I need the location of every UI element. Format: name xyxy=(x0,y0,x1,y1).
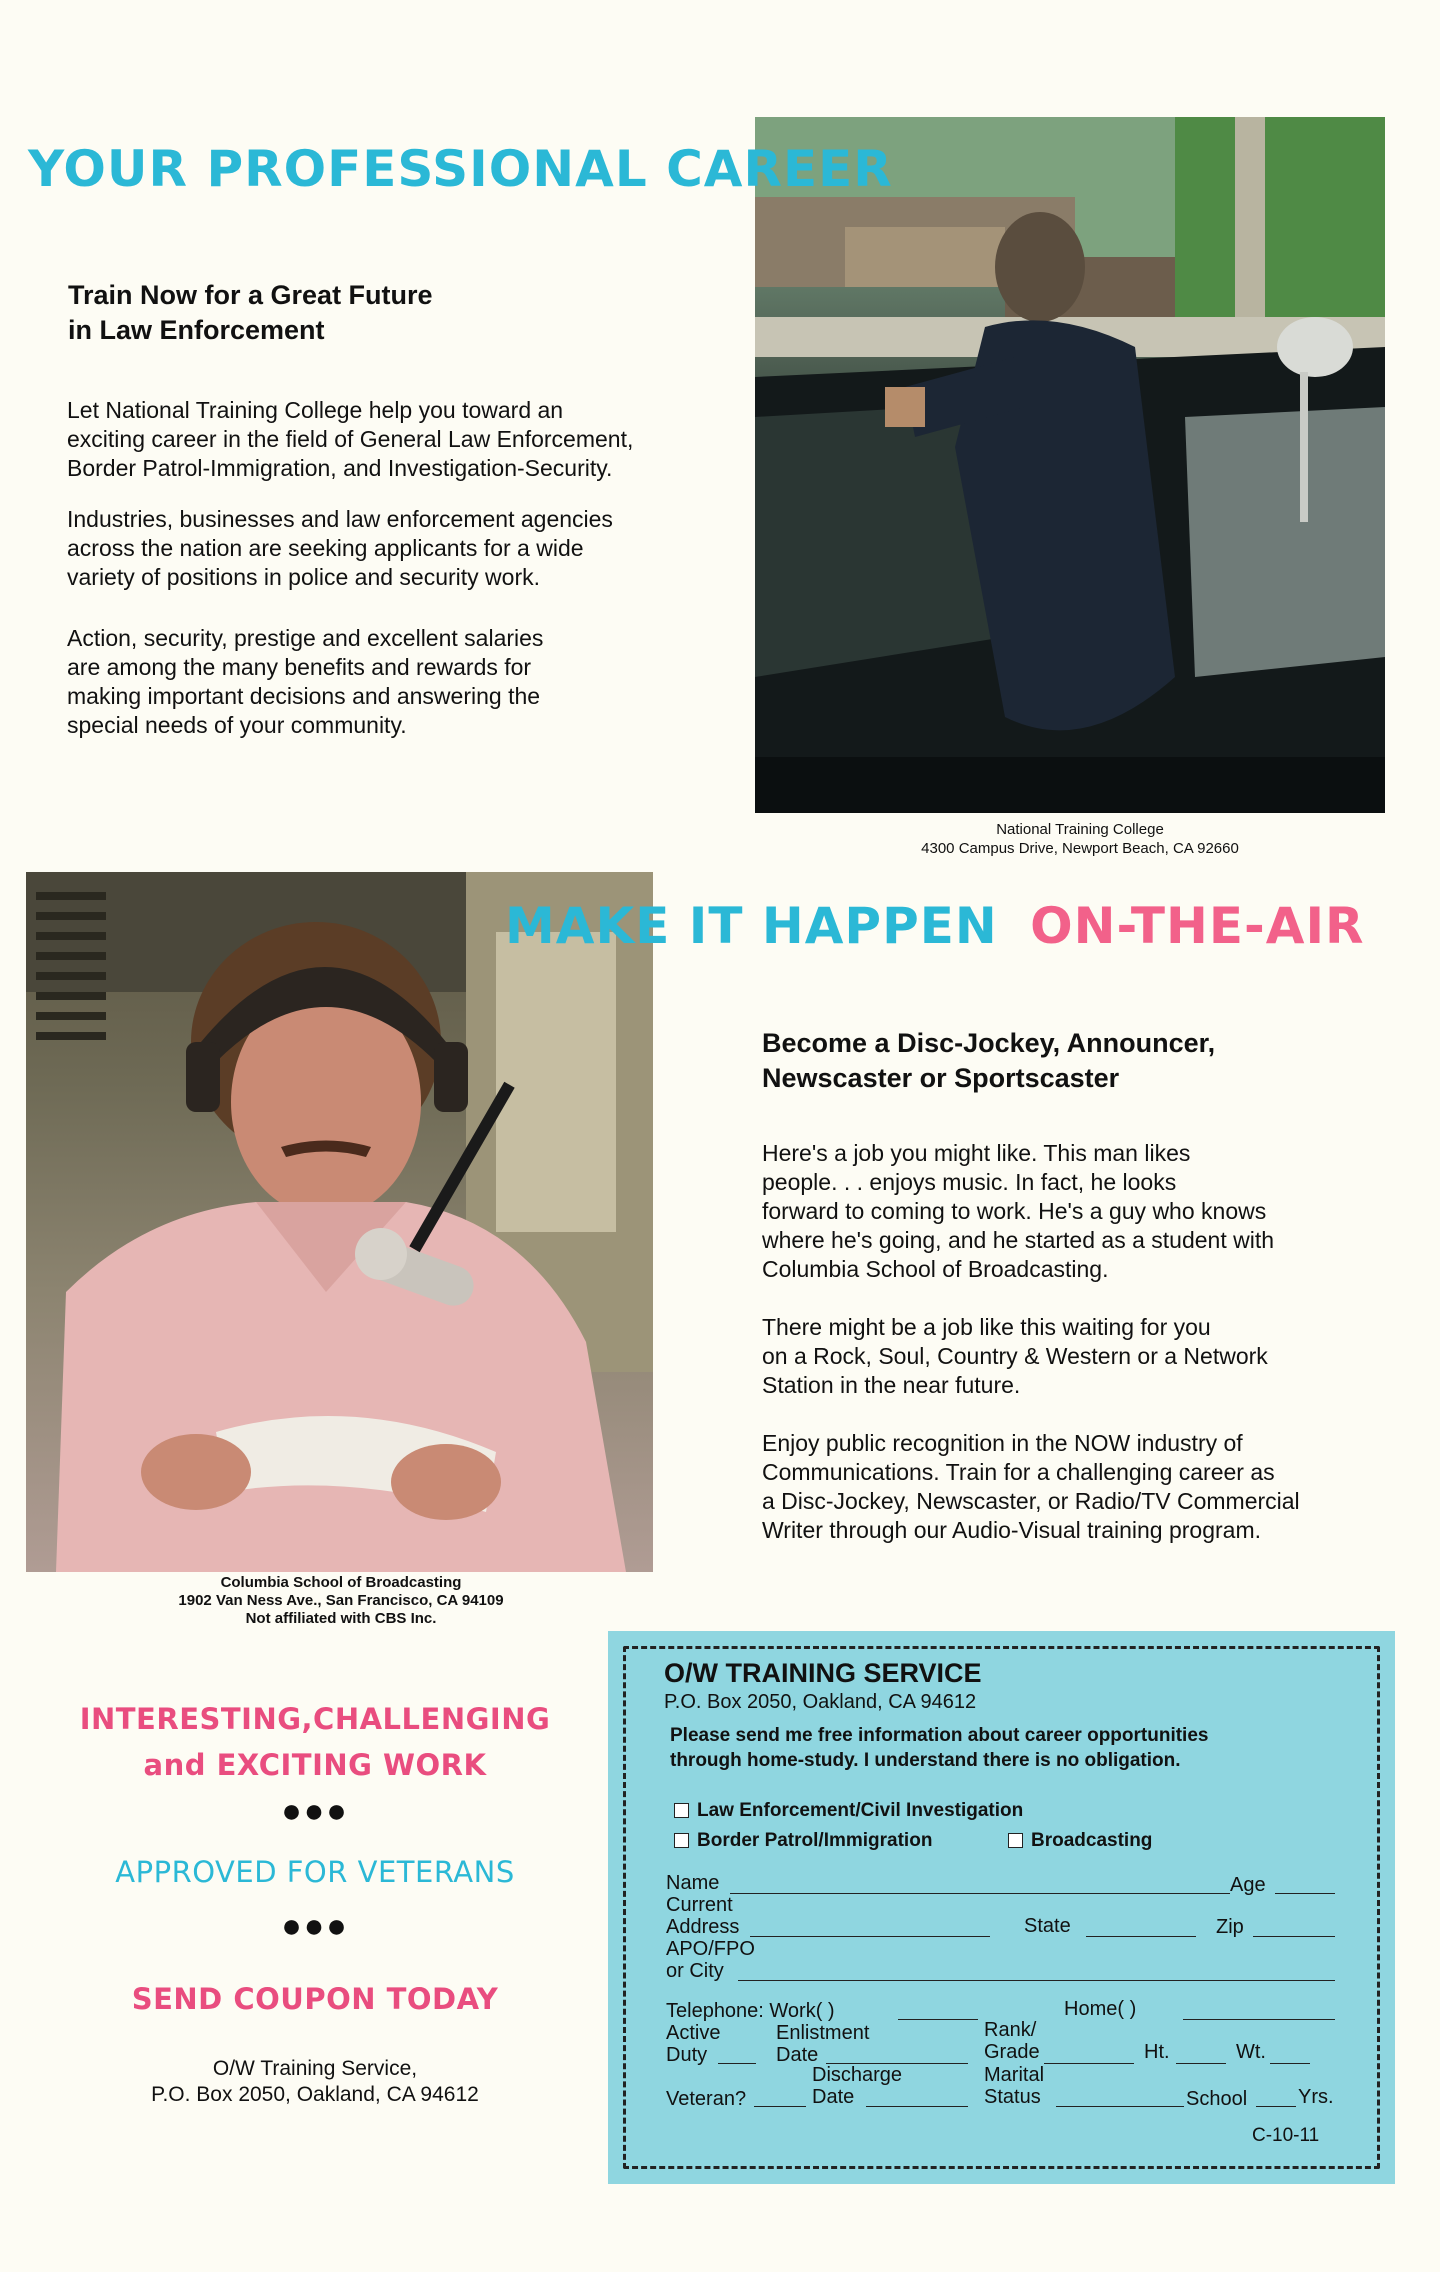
order-coupon xyxy=(608,1631,1395,2184)
text-line: Enjoy public recognition in the NOW industry of xyxy=(762,1430,1243,1456)
marital-label: Marital xyxy=(984,2064,1045,2086)
discharge-label: Discharge xyxy=(812,2064,903,2086)
dj-photo-caption xyxy=(126,1574,556,1628)
text-line: Columbia School of Broadcasting. xyxy=(762,1256,1109,1282)
text-line: exciting career in the field of General Law Enforcement, xyxy=(67,426,634,452)
text-line: Station in the near future. xyxy=(762,1372,1021,1398)
broadcast-subhead-line2: Newscaster or Sportscaster xyxy=(762,1063,1120,1093)
checkbox[interactable] xyxy=(674,1803,689,1818)
coupon-title: O/W TRAINING SERVICE xyxy=(664,1658,982,1688)
police-photo-caption xyxy=(850,820,1310,858)
status-label: Status xyxy=(984,2086,1041,2108)
active-label: Active xyxy=(666,2022,721,2044)
promo-line1: INTERESTING,CHALLENGING xyxy=(79,1702,551,1736)
option-law-enforcement[interactable] xyxy=(674,1798,1023,1823)
broadcast-body xyxy=(762,1139,1412,1545)
school-field[interactable] xyxy=(1256,2106,1296,2107)
career-paragraph-3 xyxy=(67,624,747,740)
state-field[interactable] xyxy=(1086,1936,1196,1937)
zip-label: Zip xyxy=(1216,1916,1244,1938)
address-label: Address xyxy=(666,1916,740,1938)
text-line: There might be a job like this waiting for you xyxy=(762,1314,1211,1340)
caption-line: 4300 Campus Drive, Newport Beach, CA 92660 xyxy=(921,840,1239,857)
broadcast-paragraph-3 xyxy=(762,1429,1412,1545)
marital-status-field[interactable] xyxy=(1056,2106,1184,2107)
broadcast-subhead xyxy=(762,1026,1215,1096)
rank-label: Rank/ xyxy=(984,2019,1037,2041)
address-field[interactable] xyxy=(750,1936,990,1937)
height-label: Ht. xyxy=(1144,2041,1170,2063)
grade-label: Grade xyxy=(984,2041,1040,2063)
police-officer-photo xyxy=(755,117,1385,813)
career-subhead-line2: in Law Enforcement xyxy=(68,315,325,345)
years-label: Yrs. xyxy=(1298,2086,1334,2108)
text-line: Communications. Train for a challenging career as xyxy=(762,1459,1275,1485)
text-line: across the nation are seeking applicants for a wide xyxy=(67,535,584,561)
option-label: Law Enforcement/Civil Investigation xyxy=(697,1800,1024,1821)
telephone-work-label: Telephone: Work( ) xyxy=(666,2000,835,2022)
caption-line: National Training College xyxy=(996,821,1164,838)
text-line: on a Rock, Soul, Country & Western or a Network xyxy=(762,1343,1268,1369)
text-line: are among the many benefits and rewards for xyxy=(67,654,532,680)
coupon-address: P.O. Box 2050, Oakland, CA 94612 xyxy=(664,1691,977,1713)
headline-pink-part: ON-THE-AIR xyxy=(1030,897,1365,955)
checkbox[interactable] xyxy=(674,1833,689,1848)
city-field[interactable] xyxy=(738,1980,1335,1981)
discharge-date-field[interactable] xyxy=(866,2106,968,2107)
text-line: Writer through our Audio-Visual training program. xyxy=(762,1517,1262,1543)
text-line: Let National Training College help you toward an xyxy=(67,397,564,423)
duty-label: Duty xyxy=(666,2044,708,2066)
text-line: variety of positions in police and security work. xyxy=(67,564,540,590)
text-line: Action, security, prestige and excellent salaries xyxy=(67,625,544,651)
school-label: School xyxy=(1186,2088,1248,2110)
coupon-request xyxy=(670,1723,1208,1773)
caption-line: Not affiliated with CBS Inc. xyxy=(245,1610,437,1627)
text-line: Here's a job you might like. This man likes xyxy=(762,1140,1191,1166)
checkbox[interactable] xyxy=(1008,1833,1023,1848)
telephone-home-field[interactable] xyxy=(1183,2019,1335,2020)
career-body xyxy=(67,396,747,740)
option-border-patrol[interactable] xyxy=(674,1828,932,1853)
veteran-label: Veteran? xyxy=(666,2088,747,2110)
text-line: making important decisions and answering the xyxy=(67,683,541,709)
career-subhead-line1: Train Now for a Great Future xyxy=(68,280,433,310)
veteran-field[interactable] xyxy=(754,2106,806,2107)
career-subhead xyxy=(68,278,433,348)
active-duty-field[interactable] xyxy=(718,2063,756,2064)
coupon-code: C-10-11 xyxy=(1252,2125,1320,2146)
name-field[interactable] xyxy=(730,1893,1230,1894)
weight-field[interactable] xyxy=(1270,2063,1310,2064)
option-label: Broadcasting xyxy=(1031,1830,1153,1851)
zip-field[interactable] xyxy=(1253,1936,1335,1937)
rank-grade-field[interactable] xyxy=(1044,2063,1134,2064)
disc-jockey-photo xyxy=(26,872,653,1572)
age-label: Age xyxy=(1230,1874,1266,1896)
height-field[interactable] xyxy=(1176,2063,1226,2064)
text-line: forward to coming to work. He's a guy who knows xyxy=(762,1198,1267,1224)
promo-headline xyxy=(60,1696,570,1788)
text-line: Industries, businesses and law enforcement agencies xyxy=(67,506,613,532)
broadcast-paragraph-2 xyxy=(762,1313,1412,1400)
broadcast-paragraph-1 xyxy=(762,1139,1412,1284)
promo-line2: and EXCITING WORK xyxy=(143,1748,487,1782)
option-broadcasting[interactable] xyxy=(1008,1828,1152,1853)
text-line: special needs of your community. xyxy=(67,712,407,738)
age-field[interactable] xyxy=(1275,1893,1335,1894)
address-line: P.O. Box 2050, Oakland, CA 94612 xyxy=(151,2083,479,2106)
request-line: through home-study. I understand there is no obligation. xyxy=(670,1750,1181,1771)
career-paragraph-2 xyxy=(67,505,747,592)
telephone-home-label: Home( ) xyxy=(1064,1998,1137,2020)
enlistment-date-label: Date xyxy=(776,2044,819,2066)
address-line: O/W Training Service, xyxy=(212,2057,418,2080)
enlistment-label: Enlistment xyxy=(776,2022,870,2044)
broadcast-subhead-line1: Become a Disc-Jockey, Announcer, xyxy=(762,1028,1216,1058)
current-label: Current xyxy=(666,1894,733,1916)
promo-address xyxy=(60,2056,570,2108)
career-paragraph-1 xyxy=(67,396,747,483)
caption-line: 1902 Van Ness Ave., San Francisco, CA 94109 xyxy=(178,1592,504,1609)
veterans-text: APPROVED FOR VETERANS xyxy=(115,1855,515,1889)
weight-label: Wt. xyxy=(1236,2041,1266,2063)
telephone-work-field[interactable] xyxy=(898,2019,978,2020)
text-line: a Disc-Jockey, Newscaster, or Radio/TV Commercial xyxy=(762,1488,1300,1514)
option-label: Border Patrol/Immigration xyxy=(697,1830,933,1851)
state-label: State xyxy=(1024,1915,1071,1937)
request-line: Please send me free information about career opportunities xyxy=(670,1725,1209,1746)
text-line: where he's going, and he started as a student with xyxy=(762,1227,1274,1253)
city-label: or City xyxy=(666,1960,724,1982)
broadcast-headline xyxy=(505,897,1365,955)
name-label: Name xyxy=(666,1872,720,1894)
send-coupon-text: SEND COUPON TODAY xyxy=(131,1982,499,2016)
dots-divider: ●●● xyxy=(281,1792,349,1830)
caption-line: Columbia School of Broadcasting xyxy=(220,1574,462,1591)
apo-label: APO/FPO xyxy=(666,1938,755,1960)
text-line: people. . . enjoys music. In fact, he looks xyxy=(762,1169,1177,1195)
dots-divider: ●●● xyxy=(281,1907,349,1945)
text-line: Border Patrol-Immigration, and Investigation-Security. xyxy=(67,455,613,481)
career-headline: YOUR PROFESSIONAL CAREER xyxy=(28,140,893,198)
discharge-date-label: Date xyxy=(812,2086,855,2108)
headline-cyan-part: MAKE IT HAPPEN xyxy=(505,897,998,955)
